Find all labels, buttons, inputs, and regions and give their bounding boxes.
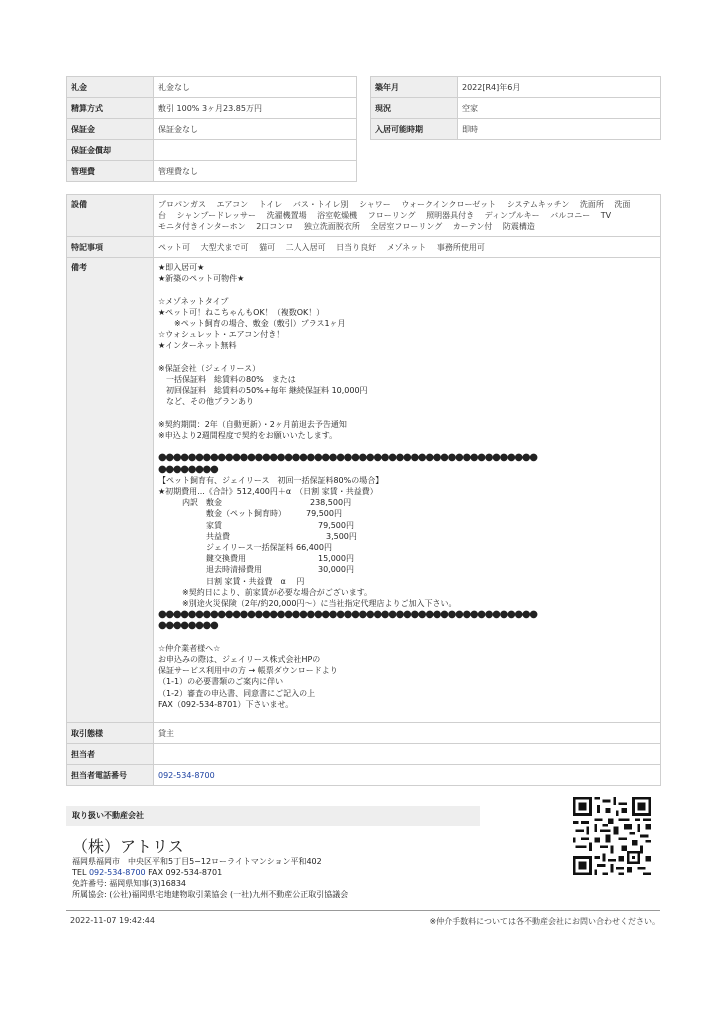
remarks-line: ★新築のペット可物件★ <box>158 274 245 284</box>
footer-note: ※仲介手数料については各不動産会社にお問い合わせください。 <box>429 917 660 926</box>
facilities-line: モニタ付きインターホン 2口コンロ 独立洗面脱衣所 全居室フローリング カーテン付 防震構造 <box>158 222 535 231</box>
remarks-line: ★即入居可★ <box>158 263 205 272</box>
built-date-value: 2022[R4]年6月 <box>458 77 661 98</box>
remarks-line: ※契約期間：2年（自動更新）・2ヶ月前退去予告通知 <box>158 419 347 429</box>
deposit-label: 保証金 <box>67 119 154 140</box>
remarks-line: ※申込より2週間程度で契約をお願いいたします。 <box>158 431 338 440</box>
tel-label: TEL <box>72 868 89 877</box>
contact-person-label: 担当者 <box>67 744 154 765</box>
reikin-label: 礼金 <box>67 77 154 98</box>
company-info <box>72 856 348 900</box>
remarks-label: 備考 <box>67 258 154 723</box>
remarks-line: ★初期費用...《合計》512,400円＋α （日割 家賃・共益費） <box>158 487 378 496</box>
remarks-line: お申込みの際は、ジェイリース株式会社HPの <box>158 655 321 665</box>
deposit-amortization-value <box>154 140 357 161</box>
management-fee-value: 管理費なし <box>154 161 357 182</box>
reikin-value: 礼金なし <box>154 77 357 98</box>
deposit-amortization-label: 保証金償却 <box>67 140 154 161</box>
built-date-label: 築年月 <box>371 77 458 98</box>
remarks-line: ☆仲介業者様へ☆ <box>158 643 221 653</box>
remarks-line: （1-1）の必要書類のご案内に伴い <box>158 677 284 687</box>
remarks-line: ※保証会社（ジェイリース） <box>158 363 261 373</box>
deposit-value: 保証金なし <box>154 119 357 140</box>
move-in-value: 即時 <box>458 119 661 140</box>
remarks-line: 【ペット飼育有、ジェイリース 初回一括保証料80%の場合】 <box>158 475 384 485</box>
company-fax: FAX 092-534-8701 <box>145 868 223 877</box>
contact-phone-value <box>154 765 661 786</box>
remarks-line: ※契約日により、前家賃が必要な場合がございます。 <box>158 587 373 597</box>
facilities-line: 台 シャンプードレッサー 洗濯機置場 浴室乾燥機 フローリング 照明器具付き ディンプルキー バルコニー TV <box>158 211 612 220</box>
remarks-line: FAX（092-534-8701）下さいませ。 <box>158 699 294 709</box>
remarks-line: 一括保証料 総賃料の80% または <box>158 375 296 384</box>
company-association: 所属協会: (公社)福岡県宅地建物取引業協会 (一社)九州不動産公正取引協議会 <box>72 890 349 899</box>
company-license: 免許番号: 福岡県知事(3)16834 <box>72 879 187 888</box>
settlement-label: 精算方式 <box>67 98 154 119</box>
remarks-line: ジェイリース一括保証料 66,400円 <box>158 543 332 553</box>
remarks-line: 日割 家賃・共益費 α 円 <box>158 576 305 586</box>
remarks-line: 家賃 79,500円 <box>158 520 354 530</box>
remarks-line <box>158 408 656 419</box>
company-name: （株）アトリス <box>72 837 184 856</box>
remarks-line: 保証サービス利用中の方 → 帳票ダウンロードより <box>158 666 338 676</box>
settlement-value: 敷引 100% 3ヶ月23.85万円 <box>154 98 357 119</box>
company-section-heading: 取り扱い不動産会社 <box>66 806 480 826</box>
move-in-label: 入居可能時期 <box>371 119 458 140</box>
remarks-line: ☆メゾネットタイプ <box>158 296 229 306</box>
print-timestamp: 2022-11-07 19:42:44 <box>70 916 155 925</box>
status-value: 空家 <box>458 98 661 119</box>
special-notes-value: ペット可 大型犬まで可 猫可 二人入居可 日当り良好 メゾネット 事務所使用可 <box>154 237 661 258</box>
remarks-line: 敷金（ペット飼育時） 79,500円 <box>158 509 342 519</box>
remarks-line: ★インターネット無料 <box>158 341 237 351</box>
remarks-line: ★ペット可！ねこちゃんもOK！（複数OK！） <box>158 307 325 317</box>
management-fee-label: 管理費 <box>67 161 154 182</box>
remarks-line: 共益費 3,500円 <box>158 531 357 541</box>
remarks-line <box>158 441 656 452</box>
facilities-value <box>154 195 661 237</box>
remarks-line <box>158 632 656 643</box>
remarks-line: （1-2）審査の申込書、同意書にご記入の上 <box>158 688 316 698</box>
remarks-text <box>158 262 656 710</box>
footer-divider <box>66 910 660 911</box>
contact-person-value <box>154 744 661 765</box>
detail-table <box>66 194 661 786</box>
remarks-line: 初回保証料 総賃料の50%+毎年 継続保証料 10,000円 <box>158 386 368 396</box>
remarks-line: ●●●●●●●● <box>158 620 218 632</box>
qr-code <box>573 797 651 875</box>
facilities-label: 設備 <box>67 195 154 237</box>
remarks-line: ※別途火災保険（2年/約20,000円〜）に当社指定代理店よりご加入下さい。 <box>158 599 457 609</box>
status-label: 現況 <box>371 98 458 119</box>
contact-phone-link[interactable]: 092-534-8700 <box>158 770 215 780</box>
remarks-line: ☆ウォシュレット・エアコン付き！ <box>158 330 285 340</box>
remarks-line: 内訳 敷金 238,500円 <box>158 498 352 508</box>
remarks-line: ●●●●●●●●●●●●●●●●●●●●●●●●●●●●●●●●●●●●●●●●●●●●●●●●●●● <box>158 452 537 464</box>
remarks-line <box>158 284 656 295</box>
transaction-type-label: 取引態様 <box>67 723 154 744</box>
remarks-line <box>158 352 656 363</box>
remarks-line: 退去時清掃費用 30,000円 <box>158 565 354 575</box>
company-address: 福岡県福岡市 中央区平和5丁目5−12ローライトマンション平和402 <box>72 857 322 866</box>
remarks-line: 鍵交換費用 15,000円 <box>158 554 354 564</box>
remarks-line: ●●●●●●●● <box>158 463 218 475</box>
remarks-line: ●●●●●●●●●●●●●●●●●●●●●●●●●●●●●●●●●●●●●●●●●●●●●●●●●●● <box>158 609 537 621</box>
remarks-value <box>154 258 661 723</box>
company-tel-link[interactable]: 092-534-8700 <box>88 868 146 877</box>
company-phone-fax <box>72 867 348 878</box>
contact-phone-label: 担当者電話番号 <box>67 765 154 786</box>
remarks-line: ※ペット飼育の場合、敷金（敷引）プラス1ヶ月 <box>158 319 346 328</box>
facilities-line: プロパンガス エアコン トイレ バス・トイレ別 シャワー ウォークインクローゼット システムキッチン 洗面所 洗面 <box>158 200 631 209</box>
transaction-type-value: 貸主 <box>154 723 661 744</box>
special-notes-label: 特記事項 <box>67 237 154 258</box>
remarks-line: など、その他プランあり <box>158 397 254 407</box>
